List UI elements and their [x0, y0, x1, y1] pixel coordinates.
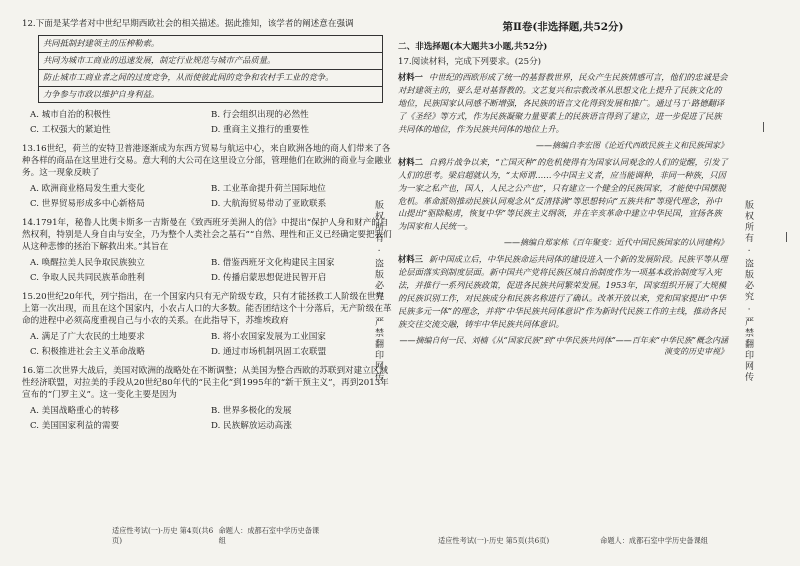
material-2 — [398, 156, 728, 233]
option-a: A. 城市自治的积极性 — [30, 110, 111, 121]
left-page-footer — [22, 526, 392, 546]
quote-line: 共同抵制封建领主的压榨勒索。 — [39, 36, 382, 53]
material-2-source: ——摘编自郑家栋《百年聚变：近代中国民族国家的认同建构》 — [504, 238, 728, 248]
question-12-stem: 12.下面是某学者对中世纪早期西欧社会的相关描述。据此推知，该学者的阐述意在强调 — [22, 19, 354, 29]
question-15 — [22, 291, 392, 359]
material-1-source: ——摘编自李宏图《论近代西欧民族主义和民族国家》 — [536, 140, 728, 150]
option-b: B. 将小农国家发展为工业国家 — [211, 332, 326, 343]
option-c: C. 积极推进社会主义革命战略 — [30, 346, 145, 357]
question-15-options — [30, 330, 392, 358]
page-number: 适应性考试(一)·历史 第5页(共6页) — [438, 535, 550, 545]
page-number: 适应性考试(一)·历史 第4页(共6页) — [112, 525, 214, 545]
question-16-options — [30, 404, 392, 432]
question-17-stem: 17.阅读材料，完成下列要求。(25分) — [398, 57, 542, 68]
option-c: C. 世界贸易形成多中心新格局 — [30, 198, 145, 209]
option-d: D. 大航海贸易带动了亚欧联系 — [211, 198, 327, 209]
option-a: A. 欧洲商业格局发生重大变化 — [30, 184, 145, 195]
material-3 — [398, 253, 728, 330]
right-page-footer — [398, 536, 728, 546]
option-d: D. 传播启蒙思想促进民智开启 — [211, 272, 327, 283]
material-text: 新中国成立后，中华民族命运共同体的建设进入一个新的发展阶段。民族平等从理论层面落实到制度层面。新中国共产党将民族区域自治制度作为一项基本政治制度写入宪法，并推行一系列民族政策，促进各民族共同繁荣发展。1953年，国家组织开展了大规模的民族识别工作，对民族成分和民族名称进行了确认。改革开放以来，党和国家提出“中华民族多元一体”的理念，并将“中华民族共同体意识”作为新时代民族工作的主线，推动各民族交往交流交融，铸牢中华民族共同体意识。 — [398, 254, 728, 329]
copyright-side-text: 版权所有 · 盗版必究 · 严禁翻印网传 — [373, 200, 383, 384]
option-d: D. 民族解放运动高涨 — [211, 420, 292, 431]
option-b: B. 行会组织出现的必然性 — [211, 110, 309, 121]
option-d: D. 通过市场机制巩固工农联盟 — [211, 346, 327, 357]
quote-line: 防止城市工商业者之间的过度竞争，从而使彼此间的竞争和农村手工业的竞争。 — [39, 70, 382, 87]
section-title: 二、非选择题(本大题共3小题,共52分) — [398, 41, 548, 52]
question-12 — [22, 18, 392, 137]
option-c: C. 争取人民共同民族革命胜利 — [30, 272, 145, 283]
material-3-source: ——摘编自何一民、刘楠《从“国家民族”到“中华民族共同体”——百年来“中华民族”概念内涵演变的历史审视》 — [399, 335, 728, 356]
author-credit: 命题人：成都石室中学历史备课组 — [218, 525, 320, 545]
option-a: A. 唤醒拉美人民争取民族独立 — [30, 258, 145, 269]
quote-line: 力争参与市政以维护自身利益。 — [43, 88, 160, 99]
option-b: B. 工业革命提升荷兰国际地位 — [211, 184, 326, 195]
author-credit: 命题人：成都石室中学历史备课组 — [600, 535, 708, 545]
left-exam-page — [22, 18, 392, 548]
question-13 — [22, 143, 392, 211]
material-1 — [398, 71, 728, 135]
question-12-quote-box — [38, 35, 383, 103]
question-14 — [22, 217, 392, 285]
question-13-options — [30, 182, 392, 210]
option-c: C. 美国国家利益的需要 — [30, 420, 120, 431]
quote-line: 共同为城市工商业的迅速发展，制定行业规范与城市产品质量。 — [39, 53, 382, 70]
material-label: 材料一 — [398, 72, 423, 83]
option-a: A. 美国战略重心的转移 — [30, 406, 120, 417]
option-a: A. 满足了广大农民的土地要求 — [30, 332, 145, 343]
material-text: 中世纪的西欧形成了统一的基督教世界，民众产生民族情感可言，他们的忠诚是会对封建领主的，要么是对基督教的。文艺复兴和宗教改革从思想文化上提升了民族文化的地位，民族国家认同感不断增强，各民族的语言文化得到发展和推广。通过马丁·路德翻译了《圣经》等方式，作为民族凝聚力量要素上的民族语言得到了建立，进一步促进了民族共同体的地位，作为民族共同体的地位上升。 — [398, 72, 728, 134]
material-label: 材料二 — [398, 156, 423, 167]
material-text: 自鸦片战争以来，“亡国灭种”的危机使得有为国家认同观念的人们的觉醒，引发了人们的思考。梁启超就认为，“太师谓……今中国主义者，应当能调种，非同一种族，只因为一家之私产也，国人，人民之公产也”，只有建立一个健全的民族国家，才能使中国摆脱危机。革命派则推动民族认同观念从“反清排满”等思想转向“五族共和”等现代理念，孙中山提出“驱除鞑虏，恢复中华”等民族主义纲领，并在辛亥革命中建立中华民国，宣扬各族为国家和人民统一。 — [398, 156, 728, 232]
question-15-stem: 15.20世纪20年代，列宁指出，在一个国家内只有无产阶级专政，只有才能拯救工人阶级在世界上第一次出现，而且在这个国家内，小农占人口的大多数。能否团结这个十分落后，无产阶级在革命的进程中必须高度重视自己与小农的关系。在此指导下，苏维埃政府 — [22, 291, 392, 327]
binding-mark — [763, 122, 764, 132]
option-d: D. 重商主义推行的重要性 — [211, 124, 309, 135]
question-13-stem: 13.16世纪，荷兰的安特卫普港逐渐成为东西方贸易与航运中心，来自欧洲各地的商人们带来了各种各样的商品在这里进行交易。意大利的大公司在这里设立分部，管理他们在欧洲的商业与金融业务。这一现象反映了 — [22, 143, 392, 179]
binding-mark — [786, 232, 787, 242]
option-c: C. 工权强大的紧迫性 — [30, 124, 111, 135]
material-label: 材料三 — [398, 254, 423, 265]
question-14-stem: 14.1791年，秘鲁人比奥卡斯多一吉斯曼在《致西班牙美洲人的信》中提出“保护人身和财产的自然权利，特别是人身自由与安全，乃为整个人类社会之基石”“自然、理性和正义已经确定要把我们从这种悲惨的拯治下解救出来。”其旨在 — [22, 217, 392, 253]
question-14-options — [30, 256, 392, 284]
option-b: B. 世界多极化的发展 — [211, 406, 292, 417]
question-16 — [22, 365, 392, 433]
question-16-stem: 16.第二次世界大战后，美国对欧洲的战略处在不断调整；从美国为整合西欧的苏联到对建立区域性经济联盟，对拉美的手段从20世纪80年代的“民主化”到1995年的“新干预主义”，再到2013年宣布的“门罗主义”。这一变化主要是因为 — [22, 365, 389, 401]
right-exam-page — [398, 18, 728, 548]
copyright-side-text: 版权所有 · 盗版必究 · 严禁翻印网传 — [743, 200, 753, 384]
question-12-options — [30, 108, 392, 136]
part-title: 第Ⅱ卷(非选择题,共52分) — [502, 21, 624, 33]
option-b: B. 借鉴西班牙文化构建民主国家 — [211, 258, 335, 269]
